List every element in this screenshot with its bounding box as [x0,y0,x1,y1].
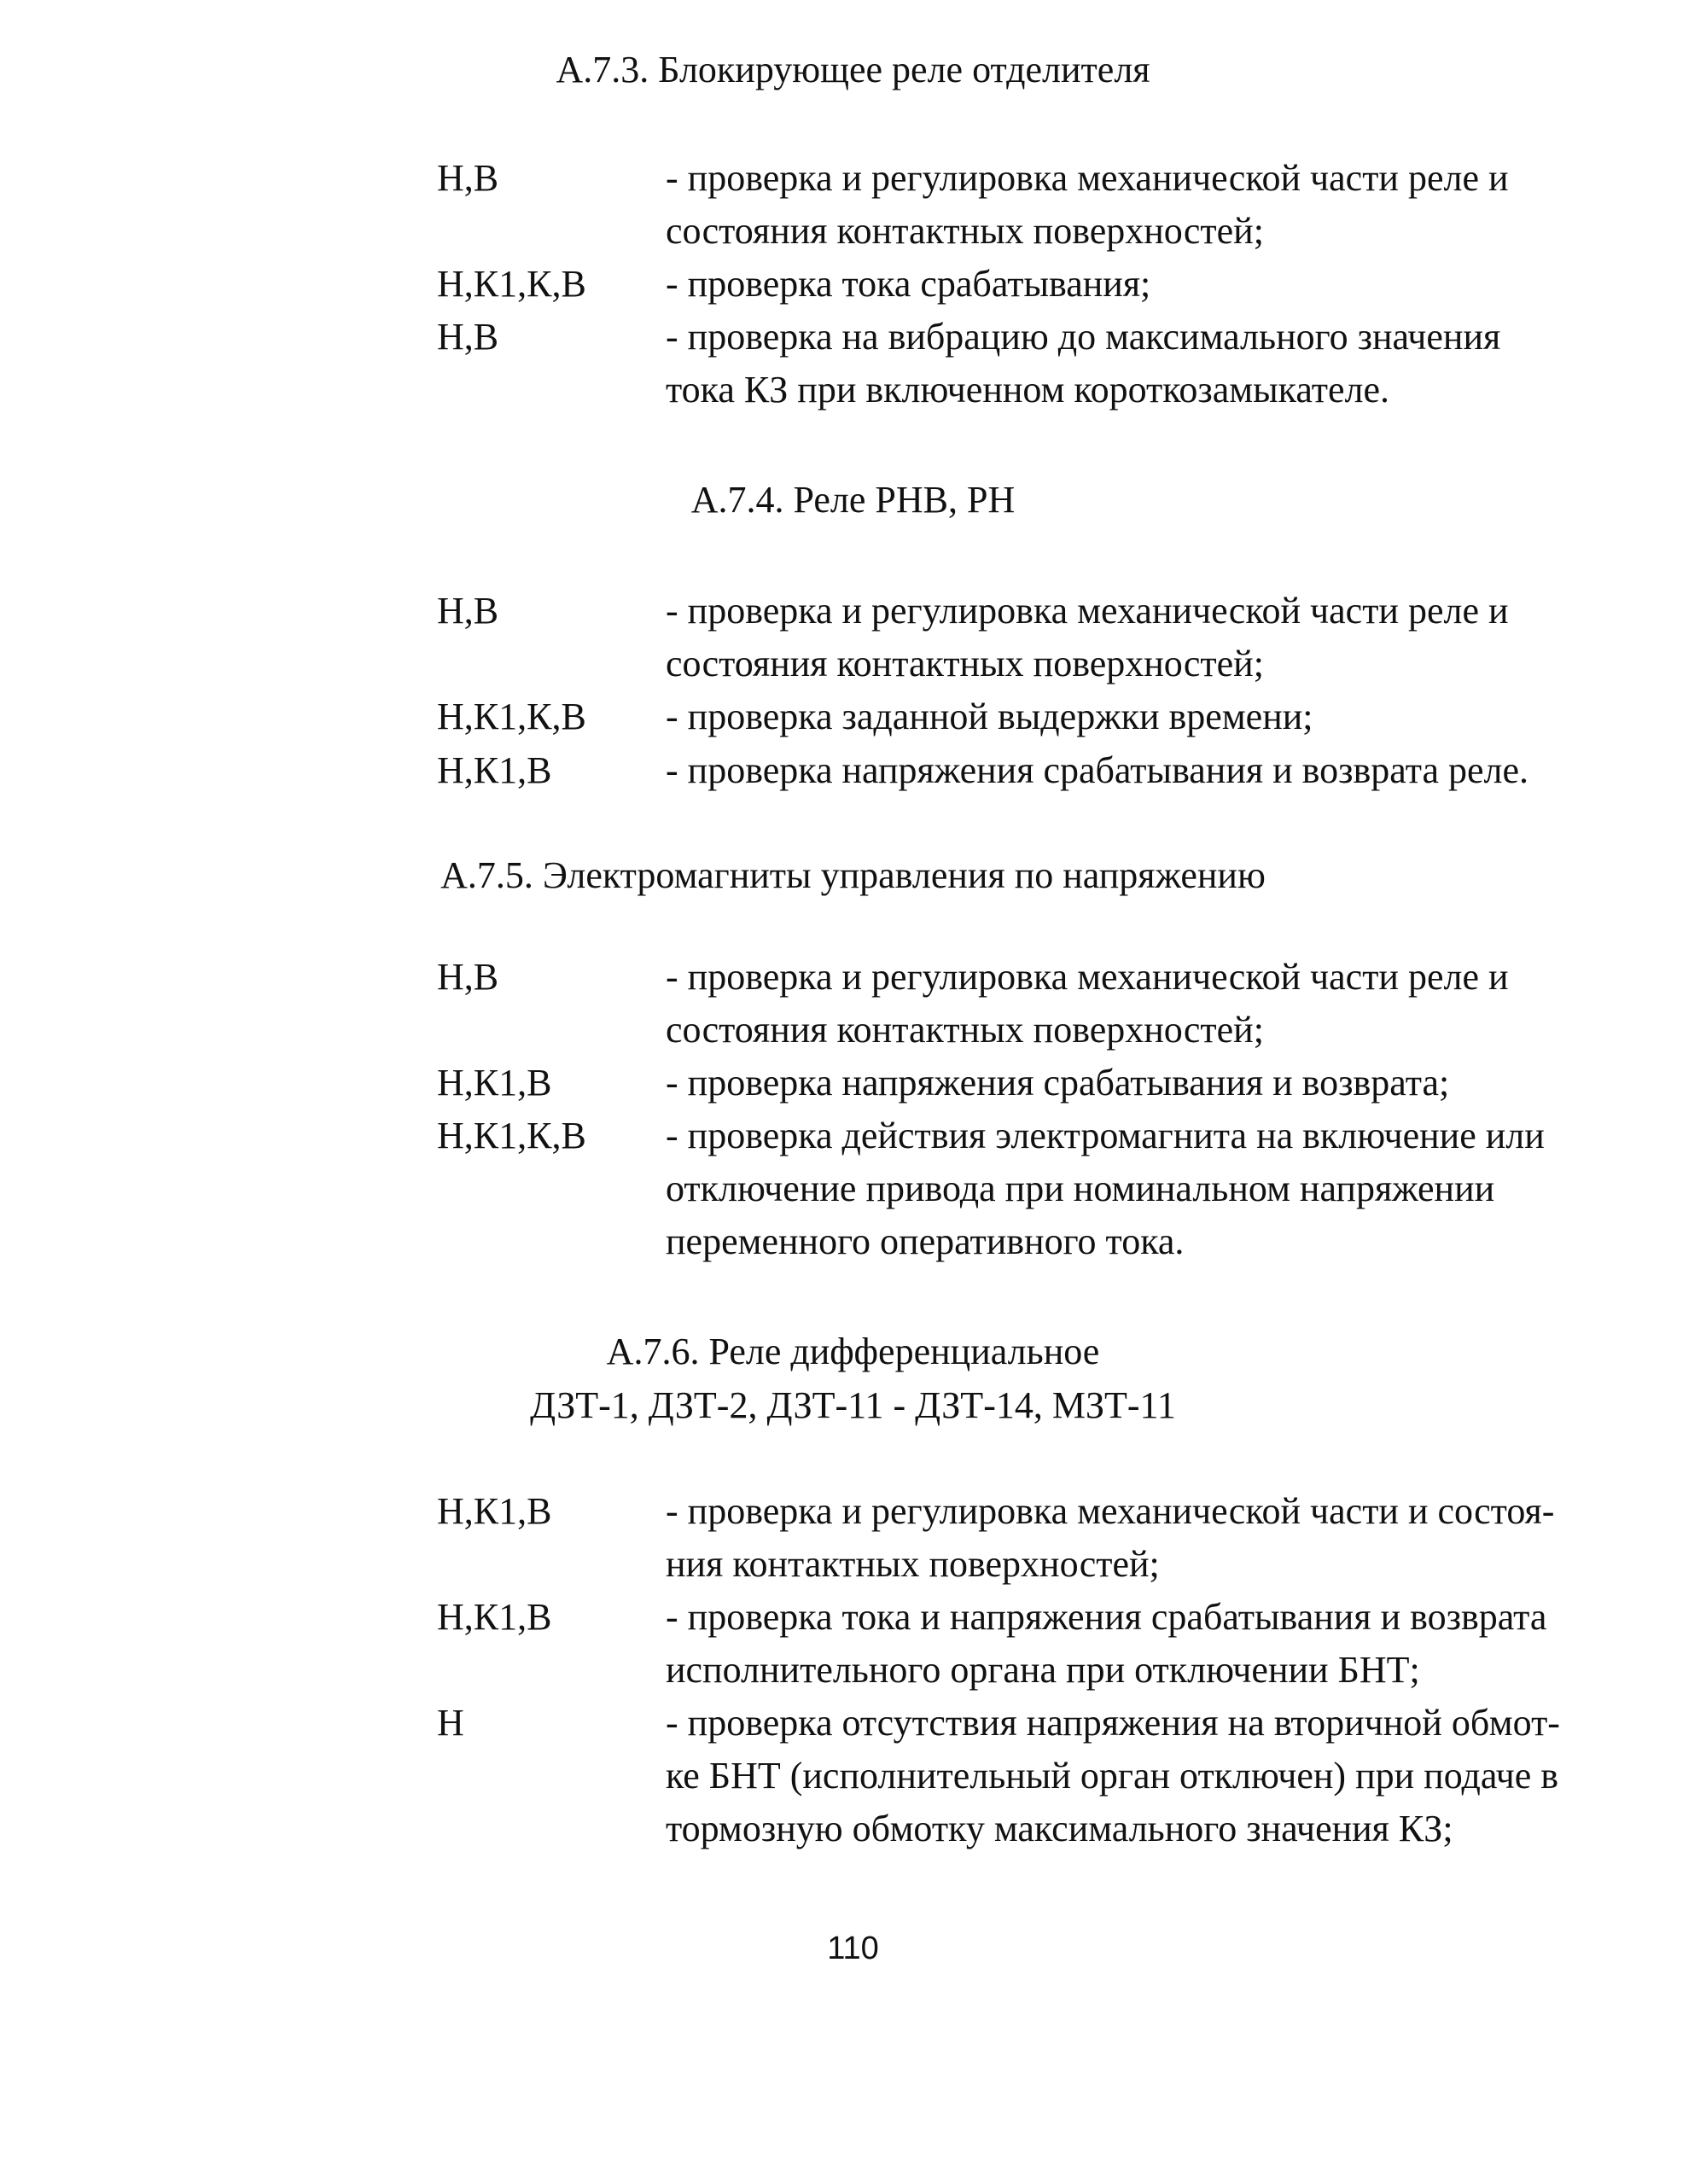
item-description [666,1485,1622,1591]
description-line: состояния контактных поверхностей; [666,643,1264,684]
section-heading-a-7-5: А.7.5. Электромагниты управления по напряжению [440,854,1266,896]
item-code: Н,В [437,316,499,358]
description-line: - проверка отсутствия напряжения на вторичной обмот- [666,1702,1560,1744]
description-line: - проверка и регулировка механической части реле и [666,956,1509,998]
description-line: - проверка напряжения срабатывания и возврата реле. [666,749,1529,791]
description-line: ке БНТ (исполнительный орган отключен) при подаче в [666,1755,1559,1797]
description-line: отключение привода при номинальном напряжении [666,1168,1495,1209]
item-description [666,152,1622,258]
item-code: Н,К1,В [437,749,552,791]
item-code: Н,В [437,157,499,199]
item-description [666,744,1622,797]
item-code: Н,К1,В [437,1062,552,1104]
description-line: состояния контактных поверхностей; [666,210,1264,252]
item-description [666,585,1622,690]
description-line: тормозную обмотку максимального значения КЗ; [666,1808,1453,1849]
item-description [666,1591,1622,1697]
description-line: - проверка тока срабатывания; [666,263,1151,305]
item-description [666,1109,1622,1268]
item-description [666,951,1622,1057]
description-line: - проверка на вибрацию до максимального значения [666,316,1501,358]
item-code: Н,К1,В [437,1490,552,1532]
description-line: - проверка действия электромагнита на включение или [666,1115,1545,1156]
description-line: тока КЗ при включенном короткозамыкателе. [666,369,1390,411]
item-description [666,311,1622,416]
description-line: ния контактных поверхностей; [666,1543,1160,1585]
item-code: Н,В [437,590,499,632]
item-code: Н,К1,К,В [437,263,586,305]
description-line: - проверка и регулировка механической части и состоя- [666,1490,1555,1532]
item-code: Н,В [437,956,499,998]
section-heading-a-7-6-models: ДЗТ-1, ДЗТ-2, ДЗТ-11 - ДЗТ-14, МЗТ-11 [530,1384,1176,1426]
item-description [666,690,1622,743]
item-description [666,258,1622,311]
section-heading-a-7-3: А.7.3. Блокирующее реле отделителя [556,49,1150,90]
description-line: - проверка и регулировка механической части реле и [666,590,1509,632]
item-code: Н,К1,В [437,1596,552,1638]
item-code: Н [437,1702,464,1744]
item-description [666,1697,1622,1855]
page-number: 110 [827,1931,879,1966]
description-line: состояния контактных поверхностей; [666,1009,1264,1051]
item-description [666,1057,1622,1109]
description-line: переменного оперативного тока. [666,1220,1185,1262]
description-line: - проверка и регулировка механической части реле и [666,157,1509,199]
section-heading-a-7-4: А.7.4. Реле РНВ, РН [690,479,1016,521]
description-line: исполнительного органа при отключении БНТ; [666,1649,1420,1691]
item-code: Н,К1,К,В [437,696,586,737]
section-heading-a-7-6: А.7.6. Реле дифференциальное [606,1331,1100,1372]
description-line: - проверка заданной выдержки времени; [666,696,1313,737]
description-line: - проверка тока и напряжения срабатывания и возврата [666,1596,1547,1638]
description-line: - проверка напряжения срабатывания и возврата; [666,1062,1450,1104]
item-code: Н,К1,К,В [437,1115,586,1156]
